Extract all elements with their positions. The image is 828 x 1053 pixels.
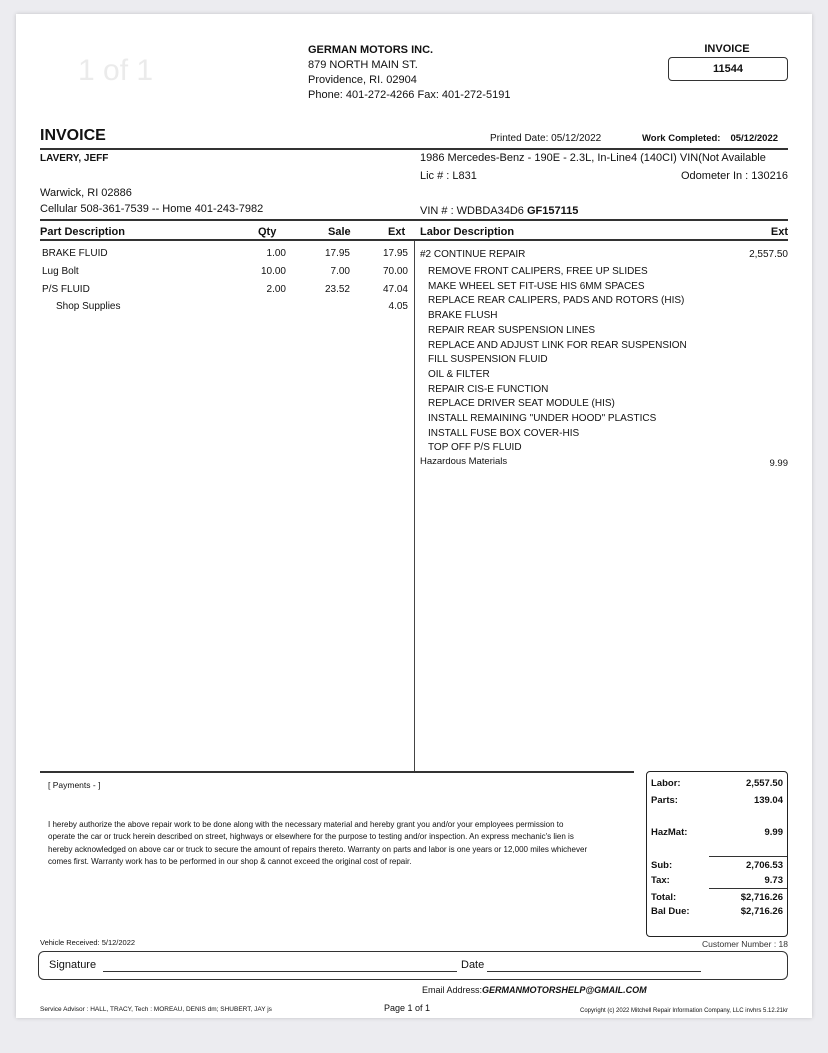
labor-line: REPLACE DRIVER SEAT MODULE (HIS) — [428, 398, 615, 410]
totals-value: 9.99 — [764, 827, 783, 838]
company-name: GERMAN MOTORS INC. — [308, 44, 434, 56]
copyright: Copyright (c) 2022 Mitchell Repair Information Company, LLC invhrs 5.12.21kr — [580, 1008, 788, 1014]
vin-number — [420, 205, 578, 217]
divider — [709, 856, 787, 857]
labor-line: REMOVE FRONT CALIPERS, FREE UP SLIDES — [428, 266, 648, 277]
customer-number: Customer Number : 18 — [702, 939, 788, 949]
totals-value: 139.04 — [753, 795, 783, 806]
labor-header-ext: Ext — [770, 226, 788, 238]
labor-line: REPLACE REAR CALIPERS, PADS AND ROTORS (HIS) — [428, 295, 685, 307]
part-desc: Shop Supplies — [56, 301, 121, 312]
customer-name: LAVERY, JEFF — [40, 153, 109, 164]
part-desc: BRAKE FLUID — [42, 248, 108, 259]
hazmat-ext: 9.99 — [769, 458, 788, 469]
signature-line[interactable] — [103, 971, 457, 972]
labor-line: FILL SUSPENSION FLUID — [428, 354, 548, 366]
labor-line: INSTALL REMAINING "UNDER HOOD" PLASTICS — [428, 413, 657, 425]
payments: [ Payments - ] — [48, 780, 101, 790]
vin-bold: GF157115 — [526, 205, 579, 217]
parts-header-sale: Sale — [328, 226, 351, 238]
vin-label: VIN # : WDBDA34D6 — [420, 205, 527, 217]
date-label: Date — [461, 959, 485, 971]
part-sale: 17.95 — [324, 248, 350, 259]
totals-label: Labor: — [651, 778, 681, 789]
invoice-number-label: INVOICE — [704, 43, 750, 55]
vehicle-received: Vehicle Received: 5/12/2022 — [40, 938, 136, 947]
email-address — [422, 985, 647, 995]
divider — [40, 219, 788, 221]
labor-line: OIL & FILTER — [428, 368, 490, 380]
work-completed-value: 05/12/2022 — [730, 133, 779, 144]
part-desc: P/S FLUID — [42, 284, 90, 295]
labor-lines — [428, 265, 687, 456]
part-row — [40, 301, 412, 318]
parts-header-qty: Qty — [258, 226, 277, 238]
hazmat-label: Hazardous Materials — [420, 456, 508, 467]
part-qty: 2.00 — [266, 284, 286, 295]
work-completed-label: Work Completed: — [642, 133, 721, 144]
signature-label: Signature — [49, 959, 97, 971]
license-number: Lic # : L831 — [420, 170, 477, 182]
part-row — [40, 284, 412, 301]
labor-main-item: #2 CONTINUE REPAIR — [420, 249, 526, 260]
part-sale: 7.00 — [330, 266, 350, 277]
part-desc: Lug Bolt — [42, 266, 79, 277]
customer-phones: Cellular 508-361-7539 -- Home 401-243-7982 — [40, 203, 264, 215]
work-completed — [642, 133, 778, 144]
labor-line: MAKE WHEEL SET FIT-USE HIS 6MM SPACES — [428, 280, 645, 292]
labor-main-ext: 2,557.50 — [749, 249, 788, 260]
part-ext: 70.00 — [382, 266, 408, 277]
email-label: Email Address: — [422, 985, 483, 995]
vehicle-description: 1986 Mercedes-Benz - 190E - 2.3L, In-Line4 (140CI) VIN(Not Available — [420, 152, 766, 164]
part-sale: 23.52 — [324, 284, 350, 295]
company-phone: Phone: 401-272-4266 Fax: 401-272-5191 — [308, 89, 511, 101]
divider — [709, 888, 787, 889]
parts-header-ext: Ext — [388, 226, 406, 238]
labor-header-desc: Labor Description — [420, 226, 515, 238]
part-ext: 4.05 — [388, 301, 408, 312]
labor-line: REPAIR CIS-E FUNCTION — [428, 383, 549, 395]
totals-value: 2,557.50 — [746, 778, 783, 789]
totals-label: Parts: — [651, 795, 678, 806]
invoice-page — [16, 14, 812, 1018]
column-divider — [414, 241, 415, 772]
service-advisor: Service Advisor : HALL, TRACY, Tech : MOREAU, DENIS dm; SHUBERT, JAY js — [40, 1006, 272, 1013]
totals-box — [646, 771, 788, 937]
totals-label: Bal Due: — [651, 906, 690, 917]
invoice-number: 11544 — [668, 57, 788, 81]
totals-label: Tax: — [651, 875, 670, 886]
totals-label: HazMat: — [651, 827, 688, 838]
totals-label: Total: — [651, 892, 677, 903]
part-ext: 17.95 — [382, 248, 408, 259]
part-row — [40, 266, 412, 283]
labor-line: REPLACE AND ADJUST LINK FOR REAR SUSPENSION — [428, 339, 687, 351]
totals-value: 2,706.53 — [746, 860, 783, 871]
labor-line: INSTALL FUSE BOX COVER-HIS — [428, 427, 580, 439]
totals-value: $2,716.26 — [740, 892, 783, 903]
totals-value: 9.73 — [764, 875, 783, 886]
labor-line: REPAIR REAR SUSPENSION LINES — [428, 324, 596, 336]
part-ext: 47.04 — [382, 284, 408, 295]
odometer: Odometer In : 130216 — [680, 170, 788, 182]
authorization-text: I hereby authorize the above repair work to be done along with the necessary material and hereby grant you and/or your employees permission to operate the car or truck herein described on street, highways or elsewhere for the purpose to testing and/or inspection. An express mechanic's lien is hereby acknowledged on above car or truck to secure the amount of repairs thereto. Warranty on parts and labor is one years or 12,000 miles whichever comes first. Warranty work has to be performed in our shop & cannot exceed the original cost of repair. — [48, 820, 588, 867]
labor-line: TOP OFF P/S FLUID — [428, 442, 522, 454]
printed-date: Printed Date: 05/12/2022 — [490, 133, 602, 144]
company-address: 879 NORTH MAIN ST. — [308, 59, 418, 71]
date-line[interactable] — [487, 971, 701, 972]
email-value: GERMANMOTORSHELP@GMAIL.COM — [482, 985, 647, 995]
divider — [40, 771, 634, 773]
part-row — [40, 248, 412, 265]
page-count-watermark: 1 of 1 — [78, 54, 154, 87]
labor-line: BRAKE FLUSH — [428, 310, 498, 322]
totals-label: Sub: — [651, 860, 673, 871]
parts-header-desc: Part Description — [40, 226, 125, 238]
page-title: INVOICE — [40, 127, 106, 144]
company-city: Providence, RI. 02904 — [308, 74, 417, 86]
part-qty: 10.00 — [260, 266, 286, 277]
company-info — [308, 43, 510, 103]
totals-value: $2,716.26 — [740, 906, 783, 917]
signature-box — [38, 951, 788, 980]
page-number: Page 1 of 1 — [384, 1003, 431, 1013]
part-qty: 1.00 — [266, 248, 286, 259]
customer-city: Warwick, RI 02886 — [40, 187, 132, 199]
divider — [40, 148, 788, 150]
